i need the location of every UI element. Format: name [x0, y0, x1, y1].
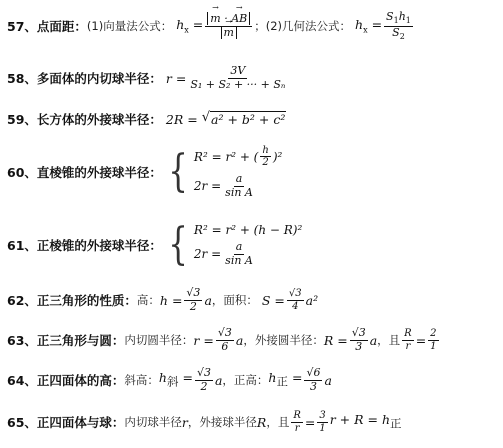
item-title: 正四面体的高： — [36, 373, 125, 388]
method-label-geometric: ；(2)几何法公式： — [254, 19, 352, 33]
label-and: ，且 — [377, 333, 401, 347]
formula-lhs-2: S = — [261, 292, 285, 308]
formula-row-62 — [0, 282, 503, 318]
geometric-fraction: $\frac{S_1h_1}{S_2}$ — [386, 10, 411, 41]
formula-lhs: r = — [165, 70, 187, 86]
sqrt-expression: √ a² + b² + c² — [201, 110, 286, 127]
height-fraction: $\frac{√3}{2}$ — [186, 285, 201, 313]
vector-fraction: → m · → AB → m — [205, 13, 252, 39]
height-fraction: $\frac{√6}{3}$ — [306, 365, 321, 393]
sum-expression: $r + R = h_正$ — [329, 412, 402, 431]
formula-row-58 — [0, 58, 503, 98]
item-number: 57、 — [7, 19, 37, 34]
label-slant-height: 斜高： — [124, 373, 159, 387]
label-area: ，面积： — [211, 293, 258, 307]
item-title: 点面距： — [36, 19, 87, 34]
equals-sign: = — [415, 332, 427, 348]
formula-tail-2: a — [369, 332, 378, 348]
method-label-vector: (1)向量法公式： — [86, 19, 173, 33]
label-circumradius: ，外接圆半径： — [243, 333, 324, 347]
formula-tail-2: a² — [305, 292, 319, 308]
label-height: 高： — [136, 293, 160, 307]
item-number: 61、 — [7, 238, 37, 253]
item-number: 62、 — [7, 293, 37, 308]
label-circumradius: ，外接球半径 — [187, 415, 257, 429]
system-line-2: 2r = $\frac{a}{\text{sin A}}$ — [193, 171, 253, 199]
item-title: 直棱锥的外接球半径： — [36, 165, 162, 180]
formula-row-61 — [0, 214, 503, 276]
formula-lhs-2: R = — [323, 332, 348, 348]
slant-height-fraction: $\frac{√3}{2}$ — [196, 365, 211, 393]
item-title: 长方体的外接球半径： — [36, 112, 162, 127]
formula-tail: a — [204, 292, 212, 308]
system-line-1: R² = r² + (h − R)² — [193, 222, 303, 237]
ratio-fraction: $\frac{R}{r}$ — [293, 410, 301, 434]
formula-tail: a — [235, 332, 244, 348]
formula-row-65 — [0, 402, 503, 442]
formula-lhs: h = — [159, 292, 183, 308]
item-title: 正三角形的性质： — [36, 293, 137, 308]
label-height: ，正高： — [222, 373, 269, 387]
formula-row-60 — [0, 136, 503, 208]
equals-sign: = — [304, 414, 316, 430]
formula-row-57 — [0, 6, 503, 46]
formula-lhs: $h_x$ = — [176, 17, 204, 35]
var-R: R — [256, 414, 267, 430]
inradius-fraction: $\frac{√3}{6}$ — [217, 325, 232, 353]
item-title: 正三角形与圆： — [36, 333, 125, 348]
formula-row-59 — [0, 106, 503, 132]
formula-lhs: r = — [193, 332, 214, 348]
item-title: 正棱锥的外接球半径： — [36, 238, 162, 253]
item-title: 正四面体与球： — [36, 415, 125, 430]
label-inradius: 内切球半径 — [124, 415, 182, 429]
ratio-value-fraction: $\frac{3}{1}$ — [319, 410, 326, 434]
item-number: 60、 — [7, 165, 37, 180]
formula-row-63 — [0, 322, 503, 358]
formula-tail: a — [214, 372, 223, 388]
item-title: 多面体的内切球半径： — [36, 71, 162, 86]
formula-row-64 — [0, 362, 503, 398]
formula-lhs-2: $h_x$ = — [355, 17, 383, 35]
system-line-1: R² = r² + ( $\frac{h}{2}$ )² — [193, 144, 283, 169]
system-line-2: 2r = $\frac{a}{\text{sin A}}$ — [193, 239, 253, 267]
label-and: ，且 — [266, 415, 290, 429]
formula-tail-2: a — [324, 372, 332, 388]
item-number: 58、 — [7, 71, 37, 86]
inscribed-radius-fraction: $\frac{3V}{\text{S₁ + S₂ + ··· + Sₙ}}$ — [190, 63, 286, 91]
ratio-value-fraction: $\frac{2}{1}$ — [430, 328, 437, 352]
area-fraction: $\frac{√3}{4}$ — [288, 288, 302, 312]
circumradius-fraction: $\frac{√3}{3}$ — [351, 325, 366, 353]
equation-system: { R² = r² + ( $\frac{h}{2}$ )² 2r = $\frac{a}{\text{sin A}}$ — [168, 144, 283, 199]
ratio-fraction: $\frac{R}{r}$ — [404, 328, 412, 352]
equation-system: { R² = r² + (h − R)² 2r = $\frac{a}{\text{sin A}}$ — [168, 219, 303, 270]
item-number: 63、 — [7, 333, 37, 348]
item-number: 59、 — [7, 112, 37, 127]
formula-lhs: 2R = — [165, 111, 198, 127]
var-r: r — [181, 414, 188, 430]
label-inradius: 内切圆半径： — [124, 333, 194, 347]
formula-lhs: $h_斜$ = — [158, 370, 193, 389]
formula-lhs-2: $h_正$ = — [268, 370, 303, 389]
item-number: 64、 — [7, 373, 37, 388]
item-number: 65、 — [7, 415, 37, 430]
